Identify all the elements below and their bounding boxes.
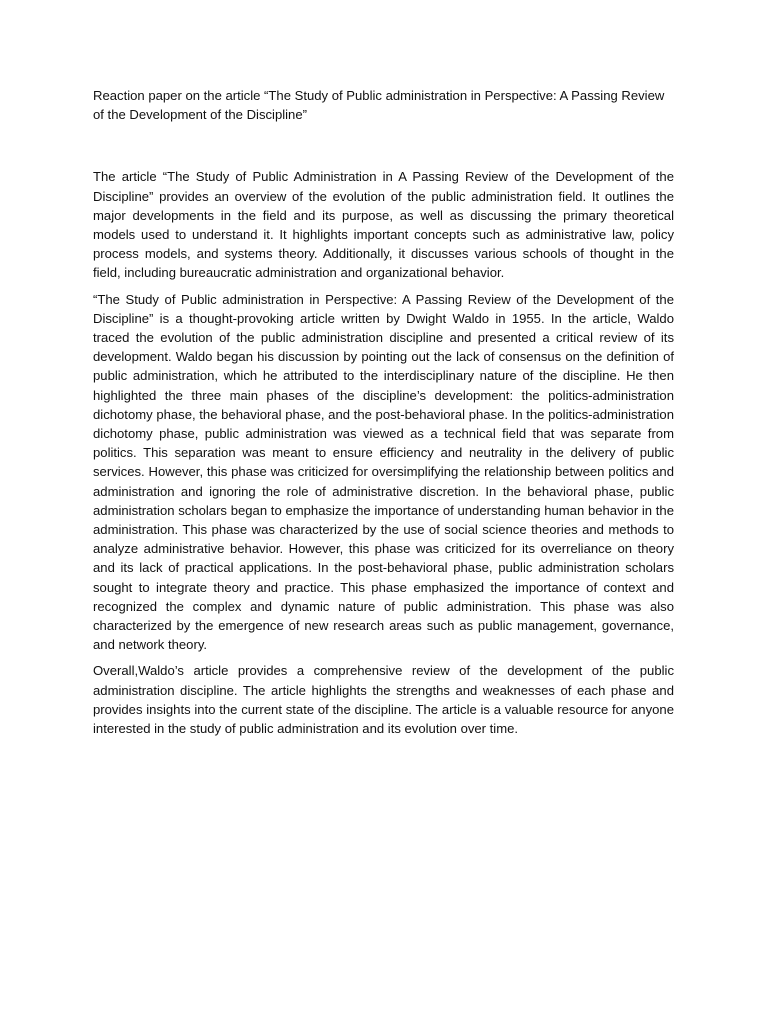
paragraph-analysis: “The Study of Public administration in Perspective: A Passing Review of the Development of the Discipline” is a thought-provoking article written by Dwight Waldo in 1955. In the article, Waldo traced the evolution of the public administration discipline and presented a critical review of its development. Waldo began his discussion by pointing out the lack of consensus on the definition of public administration, which he attributed to the interdisciplinary nature of the discipline. He then highlighted the three main phases of the discipline’s development: the politics-administration dichotomy phase, the behavioral phase, and the post-behavioral phase. In the politics-administration dichotomy phase, public administration was viewed as a technical field that was separate from politics. This separation was meant to ensure efficiency and neutrality in the delivery of public services. However, this phase was criticized for oversimplifying the relationship between politics and administration and ignoring the role of administrative discretion. In the behavioral phase, public administration scholars began to emphasize the importance of understanding human behavior in the administration. This phase was characterized by the use of social science theories and methods to analyze administrative behavior. However, this phase was criticized for its overreliance on theory and its lack of practical applications. In the post-behavioral phase, public administration scholars sought to integrate theory and practice. This phase emphasized the importance of context and recognized the complex and dynamic nature of public administration. This phase was also characterized by the emergence of new research areas such as public management, governance, and network theory. — [93, 291, 674, 653]
document-body — [93, 86, 674, 738]
paragraph-summary: The article “The Study of Public Administration in A Passing Review of the Development of the Discipline” provides an overview of the evolution of the public administration field. It outlines the major developments in the field and its purpose, as well as discussing the primary theoretical models used to understand it. It highlights important concepts such as administrative law, policy process models, and systems theory. Additionally, it discusses various schools of thought in the field, including bureaucratic administration and organizational behavior. — [93, 169, 674, 281]
paragraph-conclusion: Overall,Waldo’s article provides a comprehensive review of the development of the public administration discipline. The article highlights the strengths and weaknesses of each phase and provides insights into the current state of the discipline. The article is a valuable resource for anyone interested in the study of public administration and its evolution over time. — [93, 663, 674, 737]
document-title: Reaction paper on the article “The Study of Public administration in Perspective: A Passing Review of the Development of the Discipline” — [93, 88, 665, 123]
